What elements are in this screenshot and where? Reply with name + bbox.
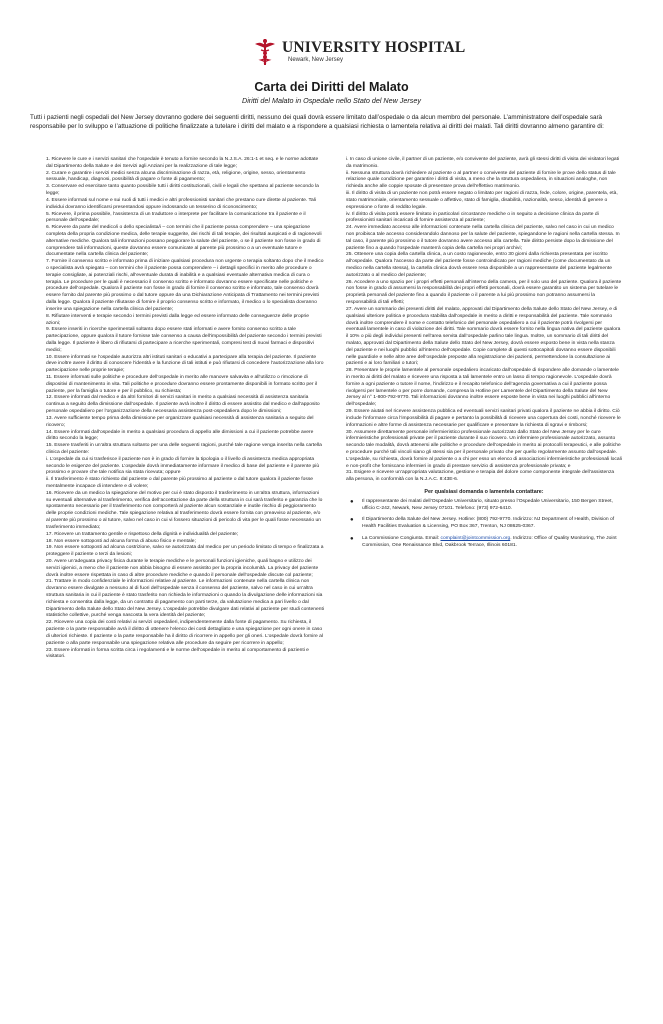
contact-item	[346, 536, 622, 550]
right-item: 6. Ricevere da parte del medico/i o dello specialista/i – con termini che il paziente possa comprendere – una spiegazione completa della propria condizione medica, delle terapie suggerite, dei rischi di tali terapie, dei risultati auspicati e di ragionevoli alternative mediche. Qualora tali informazioni possano peggiorare la salute del paziente, o se il paziente non fosse in grado di comprendere tali informazioni, queste dovranno essere comunicate al parente più prossimo o a un eventuale tutore e documentate nella cartella clinica del paziente;	[46, 225, 322, 258]
right-item: 12. Essere informati dal medico e da altri fornitori di servizi sanitari in merito a qualsiasi necessità di assistenza sanitaria continua a seguito della dimissione dall’ospedale. Il paziente avrà inoltre il diritto di essere assistito dal medico e dall’apposito personale ospedaliero per l’organizzazione della necessaria assistenza post-ospedaliera dopo le dimissioni;	[46, 395, 320, 415]
rights-list-right	[346, 157, 622, 484]
right-item: 27. Avere un sommario dei presenti diritti del malato, approvati dal Dipartimento della Salute dello Stato del New Jersey, e di qualsiasi ulteriore politica e procedura stabilita dall’ospedale in merito a diritti e responsabilità del paziente. Tale sommario dovrà inoltre comprendere il nome e contatto telefonico del personale ospedaliero a cui il paziente potrà rivolgersi per eventuali lamentele in caso di violazione dei diritti. Tale sommario dovrà essere fornito nella lingua nativa del paziente qualora il 10% o più degli individui presenti nell’area servita dall’ospedale parlino tale lingua. Inoltre, un sommario di tali diritti del malato, approvati dal Dipartimento della Salute dello Stato del New Jersey, dovrà essere esposto bene in vista nella stanza del paziente e nei luoghi pubblici all’interno dell’ospedale. Copie complete di questi sottocapitoli dovranno essere disponibili nelle guardiole e nelle altre aree dell’ospedale preposte alla registrazione dei pazienti, permettendone la consultazione ai pazienti e ai loro familiari o tutori;	[346, 306, 621, 367]
right-item: 23. Essere informati in forma scritta circa i regolamenti e le norme dell’ospedale in merito al comportamento di pazienti e visitatori.	[46, 647, 309, 660]
right-item: 26. Accedere a uno spazio per i propri effetti personali all’interno della camera, per il solo uso del paziente. Qualora il paziente non fosse in grado di assumersi la responsabilità dei propri effetti personali, dovrà essere garantito un sistema per tutelare le proprietà personali del paziente fino a quando il paziente o il parente a lui più prossimo non potranno assumersi la responsabilità di tali effetti;	[346, 279, 622, 306]
right-item: 3. Conservare ed esercitare tanto quanto possibile tutti i diritti costituzionali, civili e legali che spettano al paziente secondo la legge;	[46, 184, 319, 197]
right-item: 7. Fornire il consenso scritto e informato prima di iniziare qualsiasi procedura non urgente o terapia soltanto dopo che il medico o specialista avrà spiegato – con termini che il paziente possa comprendere – i dettagli specifici in merito alle procedure o terapie consigliate, ai potenziali rischi, all’eventuale durata di inabilità e a qualsiasi eventuale alternativa medica di cura o terapia. Le procedure per le quali è necessario il consenso scritto e informato dovranno essere specificate nelle politiche e procedure dell’ospedale. Qualora il paziente non fosse in grado di fornire il consenso scritto e informato, tale consenso dovrà essere fornito dal parente più prossimo o dal tutore oppure da una Dichiarazione Anticipata di Trattamento nei termini previsti dalla legge. Qualora il paziente rifiutasse di fornire il proprio consenso scritto e informato, il medico o lo specialista dovranno inserire una spiegazione nella cartella clinica del paziente;	[46, 259, 324, 312]
right-item: 19. Non essere sottoposti ad alcuna costrizione, salvo se autorizzata dal medico per un periodo limitato di tempo e finalizzata a proteggere il paziente o terzi da lesioni;	[46, 545, 324, 558]
right-item: 14. Essere informati dall’ospedale in merito a qualsiasi procedura di appello alle dimissioni a cui il paziente potrebbe avere diritto secondo la legge;	[46, 429, 314, 442]
right-item: 28. Presentare le proprie lamentele al personale ospedaliero incaricato dall’ospedale di rispondere alle domande o lamentele in merito ai diritti del malato e ricevere una risposta a tali lamentele entro un lasso di tempo ragionevole. L’ospedale dovrà fornire a ogni paziente o tutore il nome, l’indirizzo e il recapito telefonico dell’agenzia governativa a cui il paziente possa rivolgersi per lamentele o per porre domande, compresa la Hotline per Lamentele del Dipartimento della Salute del New Jersey al n° 1-800-792-9770. Tali informazioni dovranno inoltre essere esposte bene in vista nei luoghi pubblici all’interno dell’ospedale;	[346, 368, 619, 408]
right-item: 30. Assumere direttamente personale infermieristico professionale autorizzato dallo Stato del New Jersey per le cure infermieristiche professionali private per il paziente durante il suo ricovero. Un infermiere professionale autorizzato, assunto secondo tale modalità, dovrà attenersi alle politiche e procedure dell’ospedale in merito ai protocolli terapeutici, e alle politiche e procedure purché tali vincoli siano gli stessi sia per il personale privato che per quello regolarmente assunto dall’ospedale. L’ospedale, su richiesta, dovrà fornire al paziente o a chi per esso un elenco di associazioni infermieristiche professionali locali e non-profit che forniscano infermieri in grado di prestare servizio di assistenza professionale privata; e	[346, 429, 622, 469]
email-link[interactable]: complaint@jointcommission.org	[440, 536, 511, 542]
right-item: 15. Essere trasferiti in un’altra struttura soltanto per una delle seguenti ragioni, purché tale ragione venga inserita nella cartella clinica del paziente:	[46, 443, 322, 455]
right-item: 29. Essere aiutati nel ricevere assistenza pubblica ed eventuali servizi sanitari privati qualora il paziente ne abbia il diritto. Ciò include l’informare circa l’impossibilità di pagare e pertanto la possibilità di ricevere una copertura dei costi, nonché ricevere le informazioni e altre forme di assistenza necessarie per qualificare e presentare la richiesta di sgravi e rimborsi;	[346, 409, 621, 428]
right-item: iv. Il diritto di visita potrà essere limitato in particolari circostanze mediche o in seguito a decisione clinica da parte di professionisti sanitari incaricati di fornire assistenza al paziente;	[346, 211, 599, 224]
bullet-icon: ●	[350, 536, 354, 543]
right-item: 21. Trattare in modo confidenziale le informazioni relative al paziente. Le informazioni contenute nella cartella clinica non dovranno essere divulgate a nessuno al di fuori dell’ospedale senza il consenso del paziente, salvo nel caso in cui un’altra struttura sanitaria in cui il paziente è stato trasferito non richieda le informazioni o quando la divulgazione delle informazioni sia richiesta e consentita dalla legge, da un contratto di pagamento con parti terze, da valutazione medica a pari livello o dal Dipartimento della Salute dello Stato del New Jersey. L’ospedale potrebbe divulgare dati relativi al paziente per studi contenenti statistiche collettive, purché venga nascosta la vera identità del paziente;	[46, 579, 324, 619]
right-item: 11. Essere informati sulle politiche e procedure dell’ospedale in merito alle manovre salvavita e all’utilizzo o rimozione di dispositivi di mantenimento in vita. Tali politiche e procedure dovranno essere prontamente disponibili in formato scritto per il paziente, per la famiglia o tutore e per il pubblico, su richiesta;	[46, 375, 318, 394]
right-item: 4. Essere informati sul nome e sui ruoli di tutti i medici e altri professionisti sanitari che prestano cure dirette al paziente. Tali individui dovranno identificarsi presentandosi oppure indossando un tesserino di riconoscimento;	[46, 197, 316, 210]
bullet-icon: ●	[350, 498, 354, 505]
right-item: i. L’ospedale da cui si trasferisce il paziente non è in grado di fornire la tipologia o il livello di assistenza medica appropriata secondo le esigenze del paziente. L’ospedale dovrà immediatamente informare il medico di base del paziente e il parente più prossimo e provare che tale notifica sia stata ricevuta; oppure	[46, 456, 320, 476]
contact-text: La Commissione Congiunta. Email:	[362, 536, 441, 542]
right-item: 20. Avere un’adeguata privacy fisica durante le terapie mediche e le personali funzioni igieniche, quali bagno e utilizzo dei servizi igienici, a meno che il paziente non abbia bisogno di essere assistito per la propria incolumità. La privacy del paziente dovrà inoltre essere rispettata in caso di altre procedure mediche e quando il personale dell’ospedale discute col paziente;	[46, 558, 319, 578]
contact-item	[346, 499, 622, 513]
right-item: 16. Ricevere da un medico la spiegazione del motivo per cui è stato disposto il trasferimento in un’altra struttura, informazioni su eventuali alternative al trasferimento, verifica dell’accettazione da parte della struttura in cui sarà trasferito e garanzia che lo spostamento necessario per il trasferimento non comporterà al paziente alcun sostanziale e inutile rischio di peggioramento delle proprie condizioni mediche. Tale spiegazione relativa al trasferimento dovrà essere fornita con preavviso al paziente, e/o al parente più prossimo o al tutore, salvo nel caso in cui vi fossero situazioni di pericolo di vita per le quali fosse necessario un trasferimento immediato;	[46, 490, 323, 530]
contact-text: Il Dipartimento della Salute del New Jersey. Hotline: (800) 792-9770. Indirizzo: NJ Department of Health, Division of Health Facilities Evaluation & Licensing, PO Box 367, Trenton, NJ 08625-0367.	[362, 517, 615, 530]
right-item: 2. Curare e garantire i servizi medici senza alcuna discriminazione di razza, età, religione, origine, sesso, orientamento sessuale, handicap, diagnosi, possibilità di pagare o fonte di pagamento;	[46, 170, 306, 183]
right-item: 17. Ricevere un trattamento gentile e rispettoso della dignità e individualità del paziente;	[46, 531, 239, 537]
bullet-icon: ●	[350, 517, 354, 524]
right-item: iii. Il diritto di visita di un paziente non potrà essere negato o limitato per ragioni di razza, fede, colore, origine, parentela, età, stato matrimoniale, orientamento sessuale o affettivo, stato di famiglia, disabilità, nazionalità, sesso, identità di genere o espressione o fonte di reddito legale.	[346, 191, 618, 210]
right-item: 9. Essere inseriti in ricerche sperimentali soltanto dopo essere stati informati e avere fornito consenso scritto a tale partecipazione, oppure qualora il tutore fornisse tale consenso a causa dell’impossibilità del paziente secondo i termini previsti dalla legge. Il paziente è libero di rifiutarsi di partecipare a ricerche sperimentali, compresi test di nuovi farmaci e dispositivi medici;	[46, 327, 322, 353]
right-item: ii. Nessuna struttura dovrà richiedere al paziente o al partner o convivente del paziente di fornire le prove dello status di tale relazione quale condizione per garantire i diritti di visita, a meno che la struttura ospedaliera, in situazioni analoghe, non richieda anche alle coppie sposate di presentare prova dell’effettivo matrimonio.	[346, 170, 616, 190]
page-subtitle: Diritti del Malato in Ospedale nello Stato del New Jersey	[242, 96, 421, 105]
right-item: 22. Ricevere una copia dei costi relativi ai servizi ospedalieri, indipendentemente dalla fonte di pagamento. Su richiesta, il paziente o la parte responsabile avrà il diritto di ottenere l’elenco dei costi dettagliato e una spiegazione per ogni onere in caso di ulteriori richieste. Il paziente o la parte responsabile ha il diritto di ricorrere in appello per gli oneri. L’ospedale dovrà fornire al paziente o alla parte responsabile una spiegazione relativa alle procedure da seguire per ricorrere in appello;	[46, 620, 323, 646]
right-item: 18. Non essere sottoposti ad alcuna forma di abuso fisico e mentale;	[46, 538, 196, 544]
right-item: i. In caso di unione civile, il partner di un paziente, e/o convivente del paziente, avrà gli stessi diritti di visita dei visitatori legati da matrimonio.	[346, 157, 620, 169]
hospital-location: Newark, New Jersey	[288, 57, 344, 63]
right-item: 24. Avere immediato accesso alle informazioni contenute nella cartella clinica del paziente, salvo nel caso in cui un medico non proibisca tale accesso considerandolo dannoso per la salute del paziente, spiegandone le ragioni nella cartella stessa. In tal caso, il parente più prossimo o il tutore dovranno avere accesso alla cartella. Tale diritto persiste dopo la dimissione del paziente fino a quando l’ospedale manterrà copia della cartella nei propri archivi;	[346, 225, 620, 251]
contact-text: . Indirizzo: Office of Quality Monitoring, The Joint Commission, One Renaissance Blvd, Oakbrook Terrace, Illinois 60181.	[362, 536, 617, 548]
right-item: 8. Rifiutare interventi e terapie secondo i termini previsti dalla legge ed essere informato delle conseguenze delle proprie azioni;	[46, 313, 309, 326]
caduceus-icon	[254, 38, 276, 66]
right-item: 13. Avere sufficiente tempo prima della dimissione per organizzare qualsiasi necessità di assistenza sanitaria a seguito del ricovero;	[46, 415, 314, 428]
right-item: ii. Il trasferimento è stato richiesto dal paziente o dal parente più prossimo al paziente o dal tutore qualora il paziente fosse mentalmente incapace di intendere e di volere;	[46, 477, 314, 489]
hospital-logo	[0, 38, 663, 78]
rights-column-left	[46, 157, 324, 661]
right-item: 10. Essere informati se l’ospedale autorizza altri istituti sanitari o educativi a partecipare alla terapia del paziente. Il paziente deve inoltre avere il diritto di conoscere l’identità e la funzione di tali istituti e può rifiutarsi di concedere l’autorizzazione alla loro partecipazione nelle proprie terapie;	[46, 354, 324, 374]
right-item: 5. Ricevere, il prima possibile, l’assistenza di un traduttore o interprete per facilitare la comunicazione tra il paziente e il personale dell’ospedale;	[46, 211, 306, 224]
intro-paragraph: Tutti i pazienti negli ospedali del New Jersey dovranno godere dei seguenti diritti, nessuno dei quali dovrà essere limitato dall’ospedale o da alcun membro del personale. L’amministratore dell’ospedale sarà responsabile per lo sviluppo e l’attuazione di politiche finalizzate a tutelare i diritti del malato e a rispondere a qualsiasi richiesta o lamentela relativa ai diritti dei malati. Tali diritti dovranno almeno garantire di:	[30, 114, 604, 130]
rights-column-right	[346, 157, 622, 555]
contacts-heading: Per qualsiasi domanda o lamentela contattare:	[424, 489, 544, 495]
right-item: 31. Esigere e ricevere un’appropriata valutazione, gestione e terapia del dolore come componente integrale dell’assistenza alla persona, in conformità con la N.J.A.C. 8:43E-6.	[346, 470, 615, 483]
contact-text: Il rappresentante dei malati dell’Ospedale Universitario, situato presso l’Ospedale Universitario, 150 Bergen Street, ufficio C-242, Newark, New Jersey 07101. Telefono: (973) 972-6410.	[362, 498, 613, 511]
right-item: 1. Ricevere le cure e i servizi sanitari che l’ospedale è tenuto a fornire secondo la N.J.S.A. 26:1-1 et seq. e le norme adottate dal Dipartimento della Salute e dei Servizi agli Anziani per la realizzazione di tale legge;	[46, 157, 319, 169]
contacts-list	[346, 499, 622, 550]
page-title: Carta dei Diritti del Malato	[254, 80, 409, 94]
contact-item	[346, 517, 622, 531]
right-item: 25. Ottenere una copia della cartella clinica, a un costo ragionevole, entro 30 giorni dalla richiesta presentata per iscritto all’ospedale. Qualora l’accesso da parte del paziente fosse controindicato per ragioni mediche (come documentato da un medico nella cartella stessa), la cartella clinica dovrà essere resa disponibile a un rappresentante del paziente legalmente autorizzato o al medico del paziente;	[346, 252, 612, 278]
hospital-name: UNIVERSITY HOSPITAL	[282, 39, 466, 56]
